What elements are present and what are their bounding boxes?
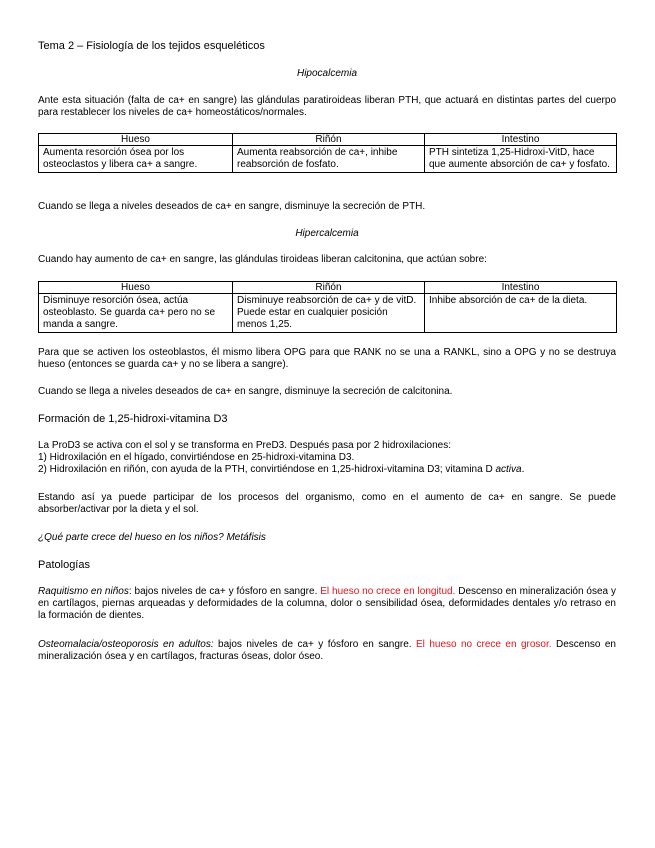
column-header-hueso: Hueso <box>39 134 233 146</box>
hipocalcemia-title: Hipocalcemia <box>296 68 358 79</box>
column-header-rinon: Riñón <box>233 282 425 294</box>
osteomalacia-term: Osteomalacia/osteoporosis en adultos: <box>38 639 214 650</box>
column-header-intestino: Intestino <box>425 134 617 146</box>
osteomalacia-text-1: bajos niveles de ca+ y fósforo en sangre. <box>213 639 417 650</box>
osteomalacia-text-2: Descenso en mineralización ósea y en cartílagos, fracturas óseas, dolor óseo. <box>38 639 616 662</box>
hipercalcemia-title: Hipercalcemia <box>295 228 359 239</box>
hipercalcemia-intro: Cuando hay aumento de ca+ en sangre, las glándulas tiroideas liberan calcitonina, que actúan sobre: <box>38 254 487 265</box>
raquitismo-term: Raquitismo en niños <box>38 586 129 597</box>
vitamina-line-2: 1) Hidroxilación en el hígado, convirtiéndose en 25-hidroxi-vitamina D3. <box>38 452 355 463</box>
osteomalacia-highlight: El hueso no crece en grosor. <box>416 639 552 650</box>
raquitismo-text-2: Descenso en mineralización ósea y en cartílagos, piernas arqueadas y deformidades de la columna, dolor o sensibilidad ósea, deformidades dentales y/o retraso en la formación de dientes. <box>38 586 617 621</box>
table-header-row <box>39 282 617 294</box>
table-cell-hueso: Disminuye resorción ósea, actúa osteoblasto. Se guarda ca+ pero no se manda a sangre. <box>39 294 233 333</box>
osteomalacia-paragraph <box>38 639 616 663</box>
document-header: Tema 2 – Fisiología de los tejidos esqueléticos <box>38 40 265 52</box>
hipercalcemia-conclusion: Cuando se llega a niveles deseados de ca+ en sangre, disminuye la secreción de calcitonina. <box>38 386 453 397</box>
table-cell-rinon: Aumenta reabsorción de ca+, inhibe reabsorción de fosfato. <box>233 146 425 173</box>
vitamina-line-3 <box>38 464 616 476</box>
osteoblast-note: Para que se activen los osteoblastos, él mismo libera OPG para que RANK no se una a RANKL, sino a OPG y no se destruya hueso (entonces se guarda ca+ y no se libera a sangre). <box>38 347 616 370</box>
vitamina-steps <box>38 440 616 476</box>
vitamina-line-3-text: 2) Hidroxilación en riñón, con ayuda de la PTH, convirtiéndose en 1,25-hidroxi-vitamina D3; vitamina D <box>38 464 496 475</box>
table-cell-intestino: Inhibe absorción de ca+ de la dieta. <box>425 294 617 333</box>
vitamina-line-1: La ProD3 se activa con el sol y se transforma en PreD3. Después pasa por 2 hidroxilaciones: <box>38 440 451 451</box>
hipocalcemia-table <box>38 133 617 173</box>
table-row <box>39 294 617 333</box>
patologias-title: Patologías <box>38 559 90 571</box>
table-cell-hueso: Aumenta resorción ósea por los osteoclastos y libera ca+ a sangre. <box>39 146 233 173</box>
column-header-intestino: Intestino <box>425 282 617 294</box>
raquitismo-highlight: El hueso no crece en longitud. <box>320 586 456 597</box>
hipocalcemia-conclusion: Cuando se llega a niveles deseados de ca+ en sangre, disminuye la secreción de PTH. <box>38 201 426 212</box>
table-cell-intestino: PTH sintetiza 1,25-Hidroxi-VitD, hace que aumente absorción de ca+ y fosfato. <box>425 146 617 173</box>
table-header-row <box>39 134 617 146</box>
raquitismo-text-1: : bajos niveles de ca+ y fósforo en sangre. <box>128 586 321 597</box>
column-header-hueso: Hueso <box>39 282 233 294</box>
vitamina-active-word: activa <box>495 464 522 475</box>
raquitismo-paragraph <box>38 586 616 622</box>
table-cell-rinon: Disminuye reabsorción de ca+ y de vitD. Puede estar en cualquier posición menos 1,25. <box>233 294 425 333</box>
table-row <box>39 146 617 173</box>
column-header-rinon: Riñón <box>233 134 425 146</box>
hipercalcemia-table <box>38 281 617 333</box>
vitamina-paragraph: Estando así ya puede participar de los procesos del organismo, como en el aumento de ca+ en sangre. Se puede absorber/activar por la dieta y el sol. <box>38 492 616 515</box>
question-line: ¿Qué parte crece del hueso en los niños? Metáfisis <box>38 532 266 543</box>
vitamina-title: Formación de 1,25-hidroxi-vitamina D3 <box>38 413 228 425</box>
vitamina-line-3-end: . <box>521 464 525 475</box>
hipocalcemia-intro: Ante esta situación (falta de ca+ en sangre) las glándulas paratiroideas liberan PTH, que actuará en distintas partes del cuerpo para restablecer los niveles de ca+ homeostáticos/normales. <box>38 95 616 118</box>
